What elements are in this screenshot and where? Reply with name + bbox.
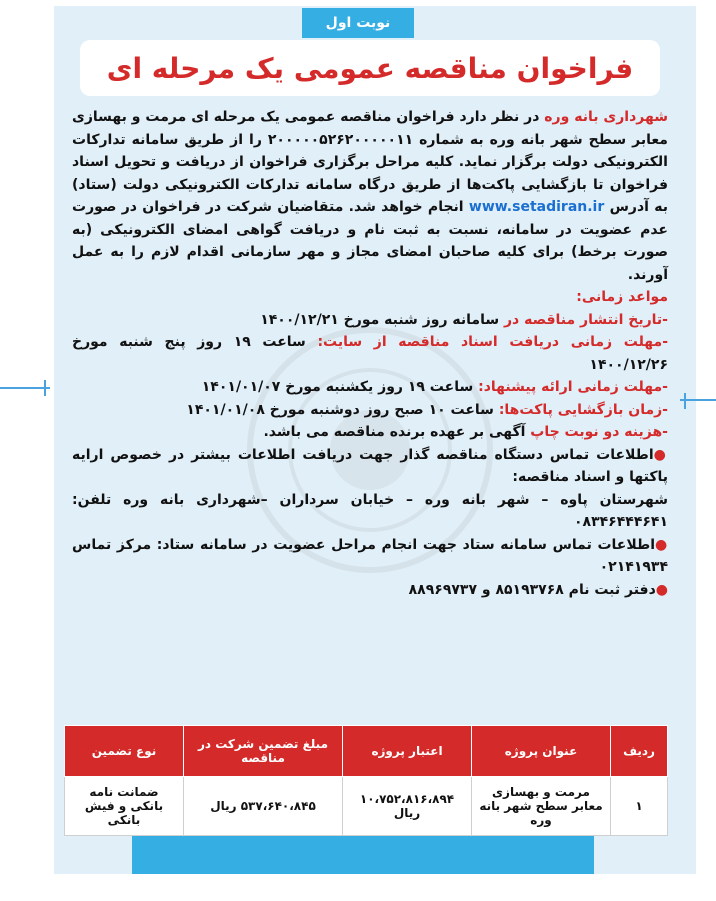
website-link[interactable]: www.setadiran.ir <box>468 199 605 215</box>
opening-label: -زمان بازگشایی پاکت‌ها: <box>498 401 668 418</box>
offer-label: -مهلت زمانی ارائه پیشنهاد: <box>478 379 668 395</box>
bullet-icon: ● <box>655 536 669 553</box>
docs-label: -مهلت زمانی دریافت اسناد مناقصه از سایت: <box>317 334 668 350</box>
publish-date-line <box>72 309 668 332</box>
edition-badge: نوبت اول <box>302 8 414 38</box>
docs-value: ساعت ۱۹ روز پنج شنبه مورخ ۱۴۰۰/۱۲/۲۶ <box>72 334 668 373</box>
col-header-guarantee-type: نوع تضمین <box>65 726 184 777</box>
schedule-heading: مواعد زمانی: <box>576 289 668 305</box>
notice-body <box>72 106 668 601</box>
contact-setad <box>72 534 668 579</box>
publish-value: سامانه روز شنبه مورخ ۱۴۰۰/۱۲/۲۱ <box>260 311 504 328</box>
contact-setad-text: اطلاعات تماس سامانه ستاد جهت انجام مراحل عضویت در سامانه ستاد: مرکز تماس ۰۲۱۴۱۹۳۴ <box>72 536 668 575</box>
intro-text-end: انجام خواهد شد. متقاضیان شرکت در فراخوان در صورت عدم عضویت در سامانه، نسبت به ثبت نام و دریافت گواهی امضای الکترونیکی (به صورت برخط) برای کلیه صاحبان امضای مجاز و مهر سازمانی اقدام لازم را به عمل آورند. <box>72 199 668 283</box>
col-header-project-title: عنوان پروژه <box>472 726 611 777</box>
col-header-row-number: ردیف <box>611 726 668 777</box>
cost-line <box>72 421 668 444</box>
cost-label: -هزینه دو نوبت چاپ <box>530 424 668 440</box>
table-header-row <box>65 726 668 777</box>
title-banner <box>80 40 660 96</box>
cost-value: آگهی بر عهده برنده مناقصه می باشد. <box>263 424 531 440</box>
col-header-project-budget: اعتبار پروژه <box>343 726 472 777</box>
contact-organizer-text: اطلاعات تماس دستگاه مناقصه گذار جهت دریافت اطلاعات بیشتر در خصوص ارایه پاکتها و اسناد مناقصه: <box>72 446 668 485</box>
bullet-icon: ● <box>653 446 669 463</box>
organization-name: شهرداری بانه وره <box>544 109 668 125</box>
bullet-icon: ● <box>655 581 668 598</box>
table-row <box>65 777 668 836</box>
registration-office-text: دفتر ثبت نام ۸۵۱۹۳۷۶۸ و ۸۸۹۶۹۷۳۷ <box>408 581 656 598</box>
opening-value: ساعت ۱۰ صبح روز دوشنبه مورخ ۱۴۰۱/۰۱/۰۸ <box>186 401 499 418</box>
intro-paragraph <box>72 106 668 286</box>
offer-value: ساعت ۱۹ روز یکشنبه مورخ ۱۴۰۱/۰۱/۰۷ <box>201 379 479 395</box>
cell-row-number: ۱ <box>611 777 668 836</box>
left-guide-tick <box>44 380 46 396</box>
left-guide-line <box>0 387 50 389</box>
right-guide-tick <box>684 393 686 409</box>
col-header-guarantee-amount: مبلغ تضمین شرکت در مناقصه <box>184 726 343 777</box>
publish-label: -تاریخ انتشار مناقصه در <box>503 311 668 328</box>
footer-band <box>132 836 594 874</box>
opening-time-line <box>72 399 668 422</box>
contact-organizer <box>72 444 668 489</box>
contact-address: شهرستان پاوه – شهر بانه وره – خیابان سرداران –شهرداری بانه وره تلفن: ۰۸۳۴۶۴۴۴۶۴۱ <box>72 491 668 530</box>
cell-project-budget: ۱۰،۷۵۲،۸۱۶،۸۹۴ ریال <box>343 777 472 836</box>
docs-deadline-line <box>72 331 668 376</box>
intro-text: در نظر دارد فراخوان مناقصه عمومی یک مرحله ای مرمت و بهسازی معابر سطح شهر بانه وره به شماره ۲۰۰۰۰۰۵۲۶۲۰۰۰۰۰۱۱ را از طریق سامانه تدارکات الکترونیکی دولت برگزار نماید. کلیه مراحل برگزاری فراخوان از دریافت و تحویل اسناد فراخوان تا بازگشایی پاکت‌ها از طریق درگاه سامانه تدارکات الکترونیکی دولت (ستاد) به آدرس <box>72 109 668 215</box>
cell-project-title: مرمت و بهسازی معابر سطح شهر بانه وره <box>472 777 611 836</box>
registration-office <box>72 579 668 602</box>
project-table <box>64 725 668 836</box>
cell-guarantee-amount: ۵۳۷،۶۴۰،۸۴۵ ریال <box>184 777 343 836</box>
offer-deadline-line <box>72 376 668 399</box>
page-title: فراخوان مناقصه عمومی یک مرحله ای <box>106 51 634 85</box>
cell-guarantee-type: ضمانت نامه بانکی و فیش بانکی <box>65 777 184 836</box>
